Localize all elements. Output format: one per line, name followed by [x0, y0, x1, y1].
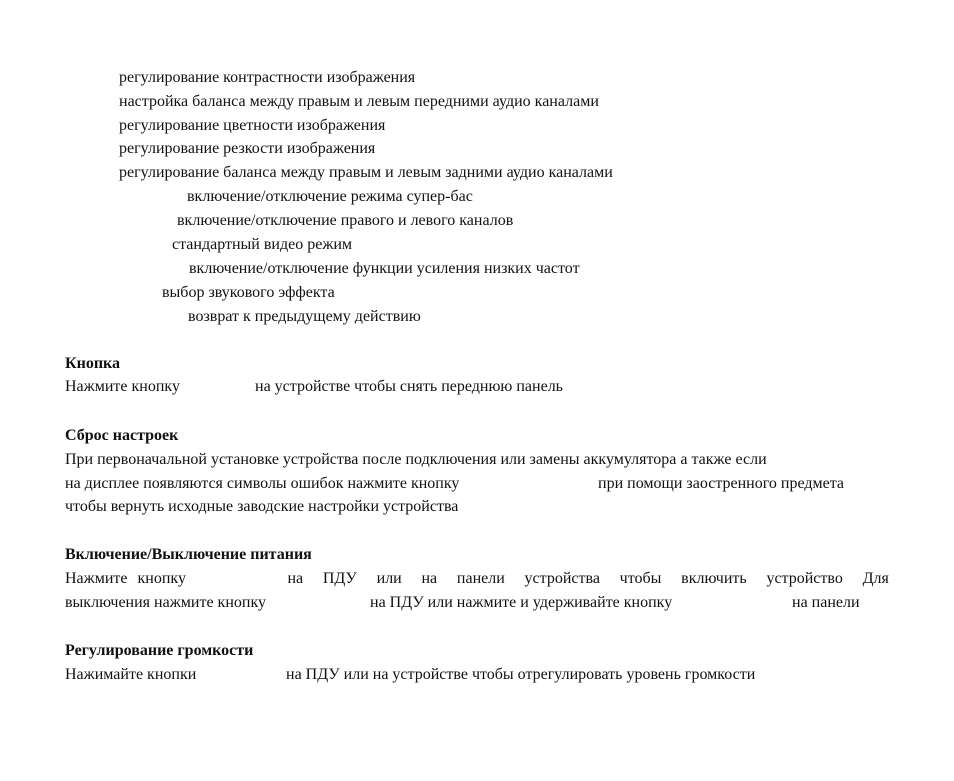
function-item: включение/отключение функции усиления низких частот [189, 260, 580, 277]
power-text-2a: выключения нажмите кнопку [65, 594, 266, 611]
section-title-power: Включение/Выключение питания [65, 546, 312, 563]
word: включить [681, 570, 747, 587]
word: кнопку [137, 570, 186, 587]
word: чтобы [619, 570, 662, 587]
word: ПДУ [322, 570, 357, 587]
power-text-1 [65, 569, 889, 589]
power-text-2b: на ПДУ или нажмите и удерживайте кнопку [370, 594, 673, 611]
word: Для [862, 570, 889, 587]
function-item: включение/отключение правого и левого каналов [177, 212, 514, 229]
volume-text-b: на ПДУ или на устройстве чтобы отрегулировать уровень громкости [286, 666, 756, 683]
word: или [376, 570, 402, 587]
function-item: стандартный видео режим [172, 236, 353, 253]
section-title-button: Кнопка [65, 355, 121, 372]
word: на [421, 570, 438, 587]
reset-text-2a: на дисплее появляются символы ошибок нажмите кнопку [65, 475, 460, 492]
button-text-b: на устройстве чтобы снять переднюю панель [255, 378, 563, 395]
function-item: регулирование баланса между правым и левым задними аудио каналами [119, 164, 613, 181]
function-item: регулирование резкости изображения [119, 140, 376, 157]
function-item: настройка баланса между правым и левым передними аудио каналами [119, 93, 599, 110]
function-item: регулирование цветности изображения [119, 117, 386, 134]
reset-text-1: При первоначальной установке устройства после подключения или замены аккумулятора а также если [65, 451, 767, 468]
section-title-volume: Регулирование громкости [65, 642, 254, 659]
function-item: регулирование контрастности изображения [119, 69, 416, 86]
word: устройства [524, 570, 600, 587]
word: панели [456, 570, 505, 587]
word: устройство [766, 570, 843, 587]
function-item: выбор звукового эффекта [162, 284, 335, 301]
reset-text-2b: при помощи заостренного предмета [598, 475, 844, 492]
function-item: включение/отключение режима супер-бас [187, 188, 473, 205]
function-item: возврат к предыдущему действию [188, 308, 421, 325]
word: на [287, 570, 304, 587]
button-text-a: Нажмите кнопку [65, 378, 180, 395]
word: Нажмите [65, 570, 128, 587]
section-title-reset: Сброс настроек [65, 427, 179, 444]
volume-text-a: Нажимайте кнопки [65, 666, 197, 683]
reset-text-3: чтобы вернуть исходные заводские настройки устройства [65, 498, 459, 515]
power-text-2c: на панели [792, 594, 860, 611]
